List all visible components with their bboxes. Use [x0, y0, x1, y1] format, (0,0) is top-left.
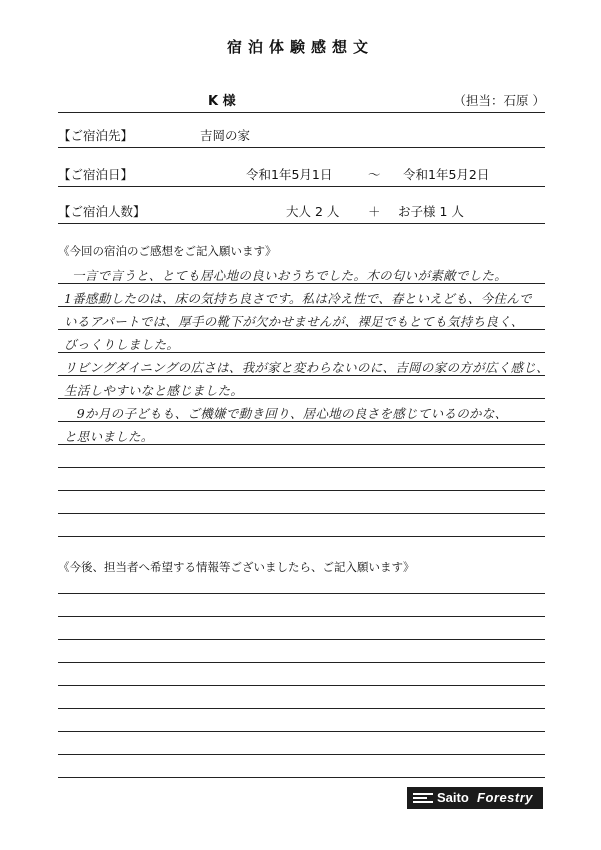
adults-count: 大人 2 人	[286, 204, 340, 219]
ruled-line	[58, 754, 545, 755]
ruled-line	[58, 731, 545, 732]
children-count: お子様 1 人	[398, 204, 464, 219]
guests-label: 【ご宿泊人数】	[58, 204, 146, 219]
ruled-line	[58, 777, 545, 778]
impression-line-5: リビングダイニングの広さは、我が家と変わらないのに、吉岡の家の方が広く感じ、	[64, 360, 549, 375]
guest-name: K 様	[208, 94, 236, 109]
impression-line-4: びっくりしました。	[64, 337, 180, 352]
impression-line-2: 1番感動したのは、床の気持ち良さです。私は冷え性で、春といえども、今住んで	[64, 291, 532, 306]
stay-date-to: 令和1年5月2日	[403, 167, 490, 182]
ruled-line	[58, 662, 545, 663]
ruled-line	[58, 639, 545, 640]
impression-line-6: 生活しやすいなと感じました。	[64, 383, 244, 398]
requests-prompt: 《今後、担当者へ希望する情報等ございましたら、ご記入願います》	[58, 560, 415, 574]
ruled-line	[58, 536, 545, 537]
staff-name: （担当：石原 ）	[453, 93, 545, 108]
document-title: 宿泊体験感想文	[226, 38, 374, 56]
ruled-line	[58, 593, 545, 594]
ruled-line	[58, 616, 545, 617]
ruled-line	[58, 685, 545, 686]
stay-date-row	[58, 164, 545, 187]
impression-line-3: いるアパートでは、厚手の靴下が欠かせませんが、裸足でもとても気持ち良く、	[64, 314, 524, 329]
ruled-line	[58, 708, 545, 709]
impressions-prompt: 《今回の宿泊のご感想をご記入願います》	[58, 244, 277, 258]
guests-row	[58, 201, 545, 224]
stay-date-separator: ～	[368, 167, 381, 182]
guest-row	[58, 90, 545, 113]
impression-line-7: 9か月の子どもも、ご機嫌で動き回り、居心地の良さを感じているのかな、	[64, 406, 508, 421]
ruled-line	[58, 513, 545, 514]
stay-date-label: 【ご宿泊日】	[58, 167, 134, 182]
logo-mark-icon	[413, 791, 433, 805]
ruled-line	[58, 490, 545, 491]
ruled-line	[58, 467, 545, 468]
logo-text-saito: Saito	[437, 790, 469, 805]
plus-sign: ＋	[368, 204, 381, 219]
stay-date-from: 令和1年5月1日	[246, 167, 333, 182]
company-logo	[407, 787, 543, 809]
stay-place-row	[58, 125, 545, 148]
logo-text-forestry: Forestry	[477, 790, 534, 805]
impression-line-1: 一言で言うと、とても居心地の良いおうちでした。木の匂いが素敵でした。	[72, 268, 508, 283]
impression-line-8: と思いました。	[64, 429, 154, 444]
stay-place-label: 【ご宿泊先】	[58, 128, 134, 143]
stay-place-value: 吉岡の家	[200, 128, 251, 143]
